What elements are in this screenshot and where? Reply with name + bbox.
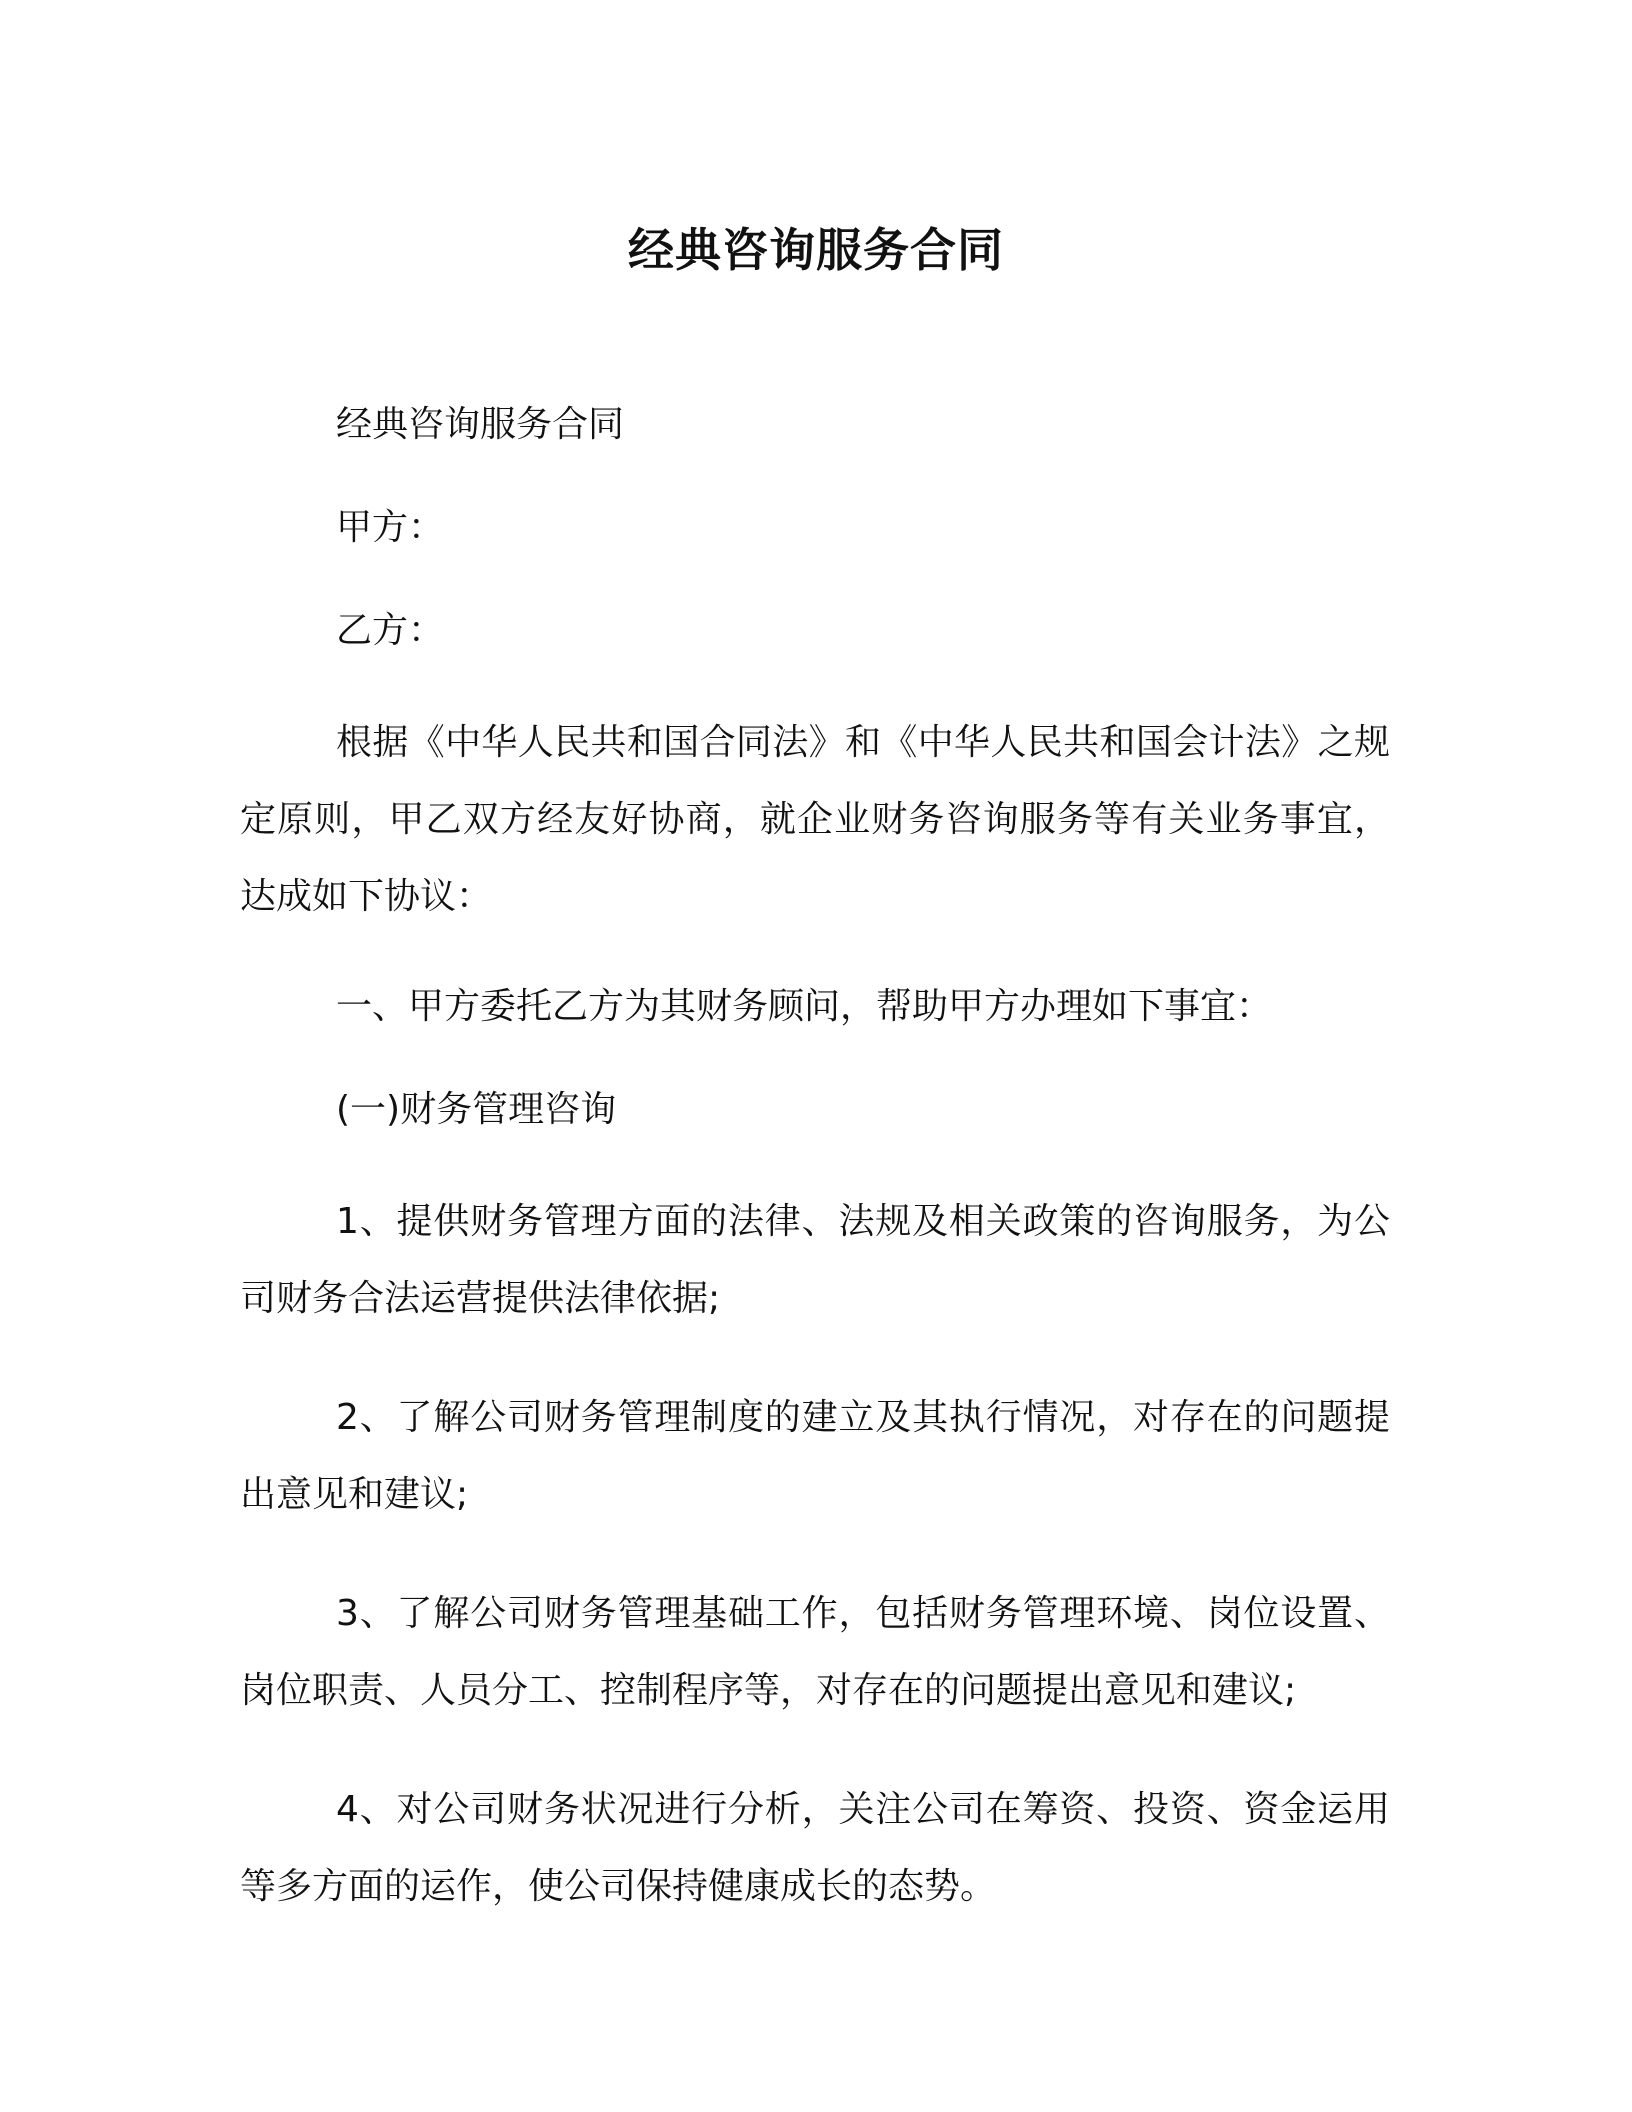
paragraph-subheading: (一)财务管理咨询 bbox=[336, 1089, 617, 1130]
document-title: 经典咨询服务合同 bbox=[628, 223, 1004, 277]
paragraph-clause-one: 一、甲方委托乙方为其财务顾问，帮助甲方办理如下事宜： bbox=[336, 986, 1273, 1027]
paragraph-party-a: 甲方： bbox=[336, 507, 445, 548]
paragraph-heading: 经典咨询服务合同 bbox=[336, 404, 625, 445]
paragraph-party-b: 乙方： bbox=[336, 610, 445, 651]
paragraph-preamble: 根据《中华人民共和国合同法》和《中华人民共和国会计法》之规定原则，甲乙双方经友好协商，就企业财务咨询服务等有关业务事宜，达成如下协议： bbox=[240, 722, 1390, 917]
document-body bbox=[240, 395, 1390, 1967]
paragraph-item-2: 2、了解公司财务管理制度的建立及其执行情况，对存在的问题提出意见和建议; bbox=[240, 1397, 1390, 1515]
paragraph-item-4: 4、对公司财务状况进行分析，关注公司在筹资、投资、资金运用等多方面的运作，使公司保持健康成长的态势。 bbox=[240, 1789, 1390, 1907]
paragraph-item-3: 3、了解公司财务管理基础工作，包括财务管理环境、岗位设置、岗位职责、人员分工、控制程序等，对存在的问题提出意见和建议; bbox=[240, 1593, 1390, 1711]
paragraph-item-1: 1、提供财务管理方面的法律、法规及相关政策的咨询服务，为公司财务合法运营提供法律依据; bbox=[240, 1201, 1390, 1319]
